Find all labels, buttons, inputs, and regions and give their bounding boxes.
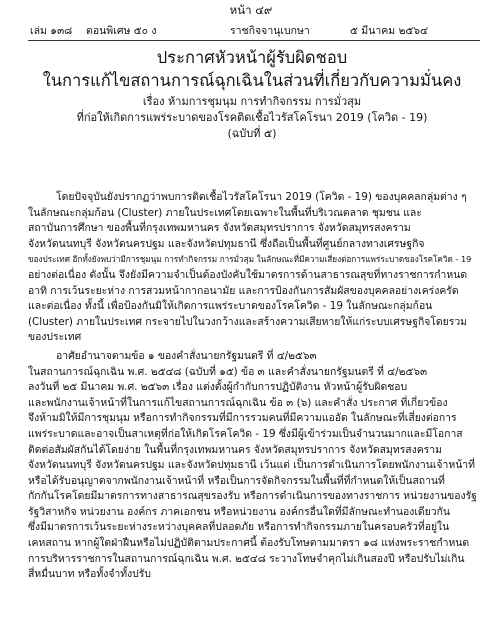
- body-line: จึงห้ามมิให้มีการชุมนุม หรือการทำกิจกรรมที่มีการรวมคนที่มีความแออัด ในลักษณะที่เสี่ยงต่อการ: [28, 412, 457, 425]
- header-rule: [28, 40, 480, 41]
- body-line: อย่างต่อเนื่อง ดังนั้น จึงยังมีความจำเป็นต้องบังคับใช้มาตรการด้านสาธารณสุขที่ทางราชการกำหนด: [28, 268, 468, 281]
- issue-number: (ฉบับที่ ๕): [227, 127, 277, 140]
- body-line: รัฐวิสาหกิจ หน่วยงาน องค์กร ภาคเอกชน หรือหน่วยงาน องค์กรอื่นใดที่มีลักษณะทำนองเดียวกัน: [28, 505, 450, 518]
- body-line: สถาบันการศึกษา ของพื้นที่กรุงเทพมหานคร จังหวัดสมุทรปราการ จังหวัดสมุทรสงคราม: [28, 222, 411, 235]
- announcement-body: [28, 190, 480, 586]
- body-line: จังหวัดนนทบุรี จังหวัดนครปฐม และจังหวัดปทุมธานี เว้นแต่ เป็นการดำเนินการโดยพนักงานเจ้าหน้าที่: [28, 459, 475, 472]
- paragraph-2: [28, 349, 480, 583]
- body-line: ของประเทศ อีกทั้งยังพบว่ามีการชุมนุม การทำกิจกรรม การมั่วสุม ในลักษณะที่มีความเสี่ยงต่อการแพร่ระบาดของโรคโควิด - 19: [28, 254, 472, 265]
- body-line: สี่หมื่นบาท หรือทั้งจำทั้งปรับ: [28, 568, 151, 581]
- page-number: หน้า ๔๙: [229, 3, 273, 17]
- title-line-1: ประกาศหัวหน้าผู้รับผิดชอบ: [156, 48, 348, 67]
- body-line: และต่อเนื่อง ทั้งนี้ เพื่อป้องกันมิให้เกิดการแพร่ระบาดของโรคโควิด - 19 ในลักษณะกลุ่มก้อน: [28, 300, 433, 313]
- body-line: ลงวันที่ ๒๕ มีนาคม พ.ศ. ๒๕๖๓ เรื่อง แต่งตั้งผู้กำกับการปฏิบัติงาน หัวหน้าผู้รับผิดชอบ: [28, 381, 408, 394]
- paragraph-1: [28, 190, 480, 346]
- body-line: เคหสถาน หากผู้ใดฝ่าฝืนหรือไม่ปฏิบัติตามประกาศนี้ ต้องรับโทษตามมาตรา ๑๘ แห่งพระราชกำหนด: [28, 537, 470, 550]
- body-line: ของประเทศ: [28, 331, 82, 344]
- subject-line-1: เรื่อง ห้ามการชุมนุม การทำกิจกรรม การมั่วสุม: [142, 95, 362, 108]
- subject-line-2: ที่ก่อให้เกิดการแพร่ระบาดของโรคติดเชื้อไวรัสโคโรนา 2019 (โควิด - 19): [76, 111, 428, 124]
- body-line: ซึ่งมีมาตรการเว้นระยะห่างระหว่างบุคคลที่ปลอดภัย หรือการทำกิจกรรมภายในครอบครัวที่อยู่ใน: [28, 521, 450, 534]
- body-line: ติดต่อสัมผัสกันได้โดยง่าย ในพื้นที่กรุงเทพมหานคร จังหวัดสมุทรปราการ จังหวัดสมุทรสงคราม: [28, 443, 442, 456]
- body-line: จังหวัดนนทบุรี จังหวัดนครปฐม และจังหวัดปทุมธานี ซึ่งถือเป็นพื้นที่ศูนย์กลางทางเศรษฐกิจ: [28, 237, 425, 250]
- body-line: โดยปัจจุบันยังปรากฏว่าพบการติดเชื้อไวรัสโคโรนา 2019 (โควิด - 19) ของบุคคลกลุ่มต่าง ๆ: [56, 191, 467, 203]
- body-line: กักกันโรคโดยมีมาตรการทางสาธารณสุขรองรับ หรือการดำเนินการของทางราชการ หน่วยงานของรัฐ: [28, 490, 477, 503]
- body-line: ในลักษณะกลุ่มก้อน (Cluster) ภายในประเทศโดยเฉพาะในพื้นที่บริเวณตลาด ชุมชน และ: [28, 206, 422, 219]
- body-line: ในสถานการณ์ฉุกเฉิน พ.ศ. ๒๕๔๘ (ฉบับที่ ๑๕) ข้อ ๓ และคำสั่งนายกรัฐมนตรี ที่ ๔/๒๕๖๓: [28, 365, 428, 378]
- special-section-label: ตอนพิเศษ ๕๐ ง: [86, 25, 157, 37]
- volume-label: เล่ม ๑๓๘: [30, 25, 73, 37]
- title-line-2: ในการแก้ไขสถานการณ์ฉุกเฉินในส่วนที่เกี่ยวกับความมั่นคง: [42, 71, 462, 90]
- body-line: และพนักงานเจ้าหน้าที่ในการแก้ไขสถานการณ์ฉุกเฉิน ข้อ ๓ (๖) และคำสั่ง ประกาศ ที่เกี่ยวข้อง: [28, 396, 448, 409]
- gazette-header: [0, 0, 504, 44]
- body-line: การบริหารราชการในสถานการณ์ฉุกเฉิน พ.ศ. ๒๕๔๘ ระวางโทษจำคุกไม่เกินสองปี หรือปรับไม่เกิน: [28, 552, 465, 565]
- body-line: อาศัยอำนาจตามข้อ ๑ ของคำสั่งนายกรัฐมนตรี ที่ ๔/๒๕๖๓: [56, 349, 317, 362]
- body-line: อาทิ การเว้นระยะห่าง การสวมหน้ากากอนามัย และการป้องกันการสัมผัสของบุคคลอย่างเคร่งครัด: [28, 284, 459, 297]
- publication-date: ๕ มีนาคม ๒๕๖๔: [350, 25, 429, 37]
- body-line: แพร่ระบาดและอาจเป็นสาเหตุที่ก่อให้เกิดโรคโควิด - 19 ซึ่งมีผู้เข้าร่วมเป็นจำนวนมากและมีโอกาส: [28, 427, 463, 440]
- body-line: (Cluster) ภายในประเทศ กระจายไปในวงกว้างและสร้างความเสียหายให้แก่ระบบเศรษฐกิจโดยรวม: [28, 315, 468, 328]
- body-line: หรือได้รับอนุญาตจากพนักงานเจ้าหน้าที่ หรือเป็นการจัดกิจกรรมในพื้นที่ที่กำหนดให้เป็นสถานที่: [28, 474, 445, 487]
- gazette-name: ราชกิจจานุเบกษา: [230, 25, 310, 37]
- announcement-title: [20, 46, 484, 142]
